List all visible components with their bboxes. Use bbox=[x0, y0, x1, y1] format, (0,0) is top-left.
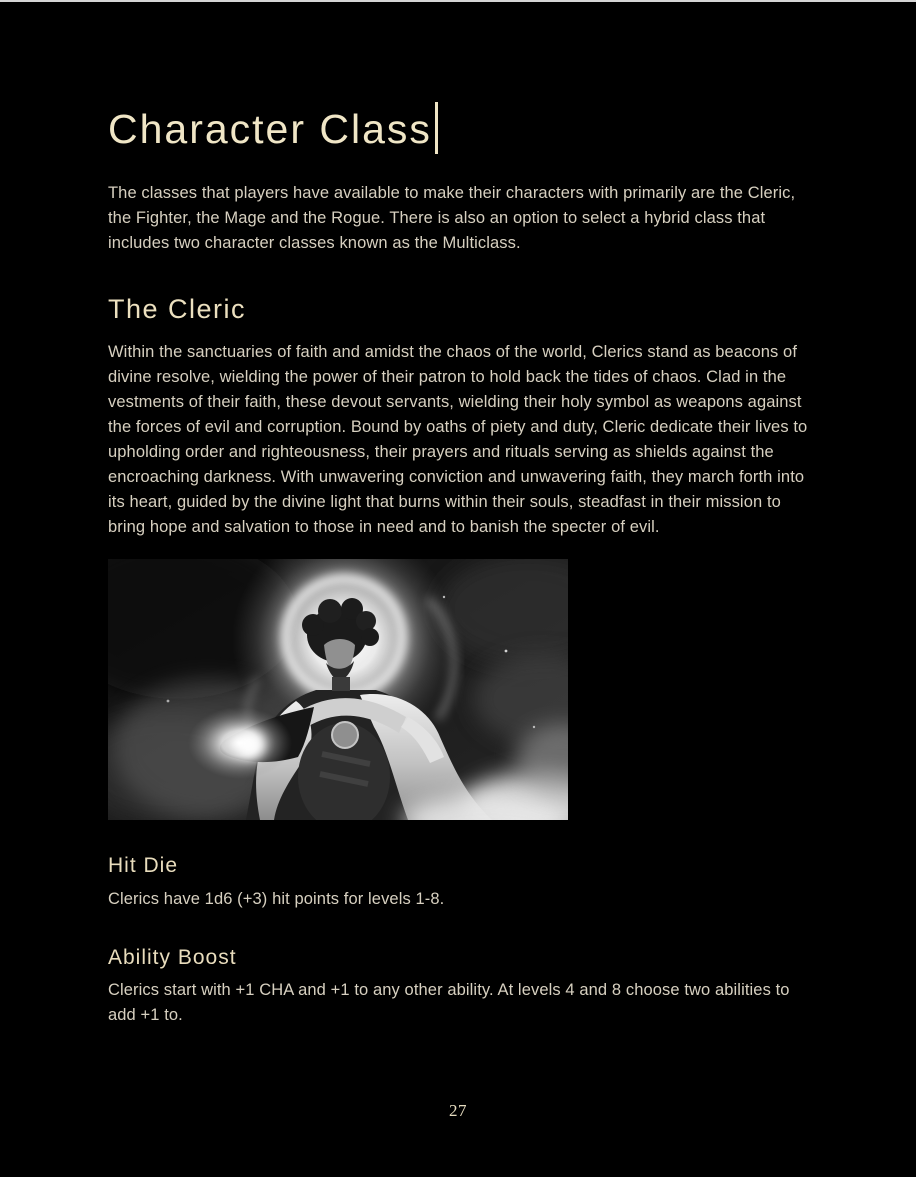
page-title-text: Character Class bbox=[108, 106, 432, 152]
subheading-hit-die[interactable]: Hit Die bbox=[108, 854, 179, 878]
hit-die-paragraph[interactable]: Clerics have 1d6 (+3) hit points for levels 1-8. bbox=[108, 889, 445, 908]
subheading-ability-boost[interactable]: Ability Boost bbox=[108, 945, 237, 969]
window-top-border bbox=[0, 0, 916, 2]
page-title[interactable] bbox=[108, 102, 810, 154]
text-cursor bbox=[435, 102, 438, 154]
cleric-illustration-art bbox=[108, 559, 568, 820]
cleric-paragraph[interactable]: Within the sanctuaries of faith and amidst the chaos of the world, Clerics stand as beacons of divine resolve, wielding the power of their patron to hold back the tides of chaos. Clad in the vestments of their faith, these devout servants, wielding their holy symbol as weapons against the forces of evil and corruption. Bound by oaths of piety and duty, Cleric dedicate their lives to upholding order and righteousness, their prayers and rituals serving as shields against the encroaching darkness. With unwavering conviction and unwavering faith, they march forth into its heart, guided by the divine light that burns within their souls, steadfast in their mission to bring hope and salvation to those in need and to banish the specter of evil. bbox=[108, 343, 808, 537]
intro-paragraph[interactable]: The classes that players have available to make their characters with primarily are the Cleric, the Fighter, the Mage and the Rogue. There is also an option to select a hybrid class that includes two character classes known as the Multiclass. bbox=[108, 184, 796, 252]
page-number: 27 bbox=[449, 1101, 467, 1120]
ability-boost-paragraph[interactable]: Clerics start with +1 CHA and +1 to any other ability. At levels 4 and 8 choose two abilities to add +1 to. bbox=[108, 980, 790, 1024]
section-heading-the-cleric[interactable]: The Cleric bbox=[108, 294, 247, 324]
cleric-illustration[interactable] bbox=[108, 559, 568, 820]
